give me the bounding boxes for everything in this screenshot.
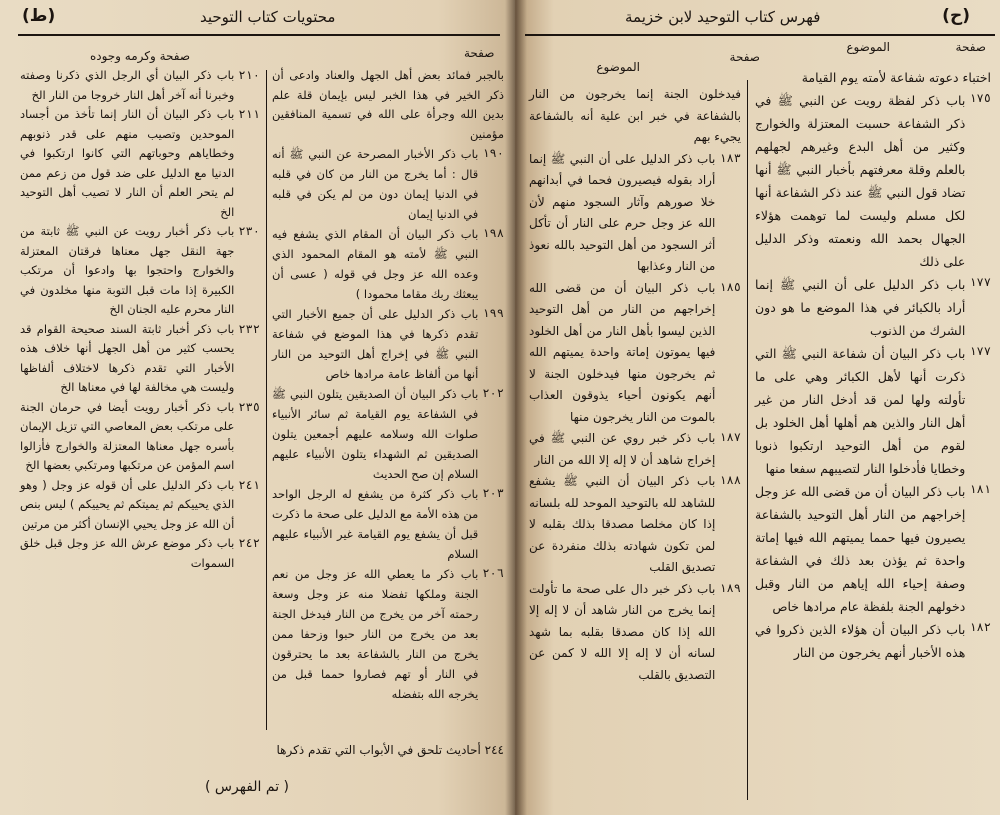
column-left <box>20 46 260 573</box>
entry-page: ١٨٥ <box>719 279 741 294</box>
entry-page: ١٩٨ <box>482 226 504 240</box>
page-header: فهرس كتاب التوحيد لابن خزيمة <box>625 8 821 26</box>
entry-text: باب ذكر الأخبار المصرحة عن النبي ﷺ أنه قال : أما يخرج من النار من كان في قلبه في الدنيا إيمان دون من لم يكن في قلبه في الدنيا إيمان <box>272 147 479 221</box>
page-number: (ط) <box>22 6 56 26</box>
list-item <box>755 89 991 273</box>
list-item <box>529 278 741 429</box>
entry-text: باب ذكر ما يعطي الله عز وجل من نعم الجنة وملكها تفضلا منه عز وجل وسعة رحمته آخر من يخرج من النار فيدخل الجنة بعد من يخرج من النار حبوا وزحفا ممن يخرج من النار بالشفاعة بعد ما يحترقون في النار أو تهم فصاروا حمما قبل من يخرجه الله بتفضله <box>272 567 479 701</box>
entry-text: باب ذكر خبر دال على صحة ما تأولت إنما يخرج من النار شاهد أن لا إله إلا الله إذا كان مصدقا بقلبه بما شهد لسانه أن لا إله إلا الله لا كمن عن التصديق بالقلب <box>529 581 716 682</box>
entry-page: ٢١١ <box>238 107 260 121</box>
entry-page: ١٩٩ <box>482 306 504 320</box>
entry-page: ١٨٨ <box>719 473 741 487</box>
list-item <box>20 476 260 535</box>
list-item <box>755 618 991 664</box>
continuation-text: بالجبر فمائد بعض أهل الجهل والعناد وادعى أن ذكر الخير في هذا الخبر ليس بإيمان قلة علم بدين الله وجرأة على الله في تسمية المنافقين مؤمنين <box>272 68 504 141</box>
entry-page: ٢٣٥ <box>238 399 260 414</box>
entry-text: باب ذكر أخبار ثابتة السند صحيحة القوام قد يحسب كثير من أهل الجهل أنها خلاف هذه الأخبار التي تقدم ذكرها لاختلاف ألفاظها وليست هي مخالفة لها في معناها الخ <box>20 321 235 394</box>
entry-page: ٢٣٠ <box>238 224 260 238</box>
list-item <box>20 105 260 222</box>
column-label: صفحة <box>729 50 760 64</box>
list-item <box>20 398 260 476</box>
entry-page: ٢١٠ <box>238 68 260 82</box>
page-header: محتويات كتاب التوحيد <box>200 8 336 26</box>
entry-page: ١٨١ <box>969 482 991 496</box>
entry-page: ١٨٩ <box>719 580 741 595</box>
list-item <box>755 480 991 618</box>
entry-page: ٢٠٣ <box>482 486 504 500</box>
entry-page: ١٧٥ <box>969 91 991 105</box>
column-label: صفحة <box>464 46 495 60</box>
right-page <box>515 0 1000 815</box>
column-divider <box>266 70 267 730</box>
list-item <box>272 384 504 484</box>
entry-text: باب ذكر البيان أن من قضى الله إخراجهم من النار من أهل التوحيد الذين ليسوا بأهل النار من أهل الخلود فيها يموتون إماتة واحدة يميتهم الله ثم يخرجون منها فيدخلون الجنة لا أنهم يكونون أحياء يذوقون العذاب بالموت من النار يخرجون منها <box>529 280 716 424</box>
list-item <box>20 66 260 105</box>
entry-text: باب ذكر البيان أن شفاعة النبي ﷺ التي ذكرت أنها لأهل الكبائر وهي على ما تأولته ولها لمن قد أدخل النار من غير أهل النار والذين هم أهلها أهل الخلود بل لقوم من أهل التوحيد ارتكبوا ذنوبا وخطايا فأدخلوا النار لتصيبهم سفعا منها <box>755 346 966 476</box>
entry-list <box>20 66 260 573</box>
entry-page: ٢٣٢ <box>238 321 260 336</box>
list-item <box>272 224 504 304</box>
end-of-index: ( تم الفهرس ) <box>205 779 290 795</box>
entry-text: باب ذكر البيان أن المقام الذي يشفع فيه النبي ﷺ لأمته هو المقام المحمود الذي وعده الله عز وجل في قوله ( عسى أن يبعثك ربك مقاما محمودا ) <box>272 227 479 301</box>
entry-page: ١٧٧ <box>969 344 991 358</box>
entry-list <box>272 144 504 704</box>
entry-text: باب ذكر الدليل على أن جميع الأخبار التي تقدم ذكرها في هذا الموضع في شفاعة النبي ﷺ في إخراج أهل التوحيد من النار أنها من ألفاظ عامة مرادها خاص <box>272 307 479 381</box>
list-item <box>529 579 741 687</box>
list-item <box>20 320 260 398</box>
entry-text: باب ذكر خبر روي عن النبي ﷺ في إخراج شاهد أن لا إله إلا الله من النار <box>529 431 716 467</box>
entry-text: باب ذكر البيان أن النار إنما تأخذ من أجساد الموحدين وتصيب منهم على قدر ذنوبهم وخطاياهم وحوباتهم التي كانوا ارتكبوا في الدنيا مع الدليل على ضد قول من زعم ممن لم يتحر العلم أن النار لا تصيب أهل التوحيد الخ <box>20 107 235 219</box>
entry-page: ١٨٢ <box>969 620 991 634</box>
entry-text: باب ذكر الدليل على أن قوله عز وجل ( وهو الذي يحييكم ثم يميتكم ثم يحييكم ) ليس بنص أن الله عز وجل يحيي الإنسان أكثر من مرتين <box>20 477 235 531</box>
column-label: الموضوع <box>596 60 640 74</box>
entry-page: ٢٤١ <box>238 477 260 492</box>
list-item <box>529 149 741 278</box>
entry-page: ٢٠٦ <box>482 566 504 580</box>
entry-page: ٢٤٢ <box>238 536 260 550</box>
header-rule <box>525 34 995 36</box>
entry-text: باب ذكر البيان أن هؤلاء الذين ذكروا في هذه الأخبار أنهم يخرجون من النار <box>755 622 966 660</box>
entry-text: باب ذكر لفظة رويت عن النبي ﷺ في ذكر الشفاعة حسبت المعتزلة والخوارج وكثير من أهل البدع وغيرهم لجهلهم بالعلم وقلة معرفتهم بأخبار النبي ﷺ أنها تضاد قول النبي ﷺ عند ذكر الشفاعة أنها لكل مسلم وليست لما توهمت هؤلاء الجهال بحمد الله ونعمته وذكر الدليل على ذلك <box>755 93 966 269</box>
column-right <box>755 66 991 664</box>
entry-text: باب ذكر البيان أي الرجل الذي ذكرنا وصفته وخبرنا أنه آخر أهل النار خروجا من النار الخ <box>20 68 235 102</box>
entry-text: باب ذكر كثرة من يشفع له الرجل الواحد من هذه الأمة مع الدليل على صحة ما ذكرت قبل أن يشفع يوم القيامة غير الأنبياء عليهم السلام <box>272 487 479 561</box>
entry-text: باب ذكر أخبار رويت عن النبي ﷺ ثابتة من جهة النقل جهل معناها فرقتان المعتزلة والخوارج واحتجوا بها وادعوا أن مرتكب الكبيرة إذا مات قبل التوبة منها مخلدون في النار محرم عليه الجنان الخ <box>20 224 235 316</box>
book-gutter <box>505 0 527 815</box>
page-number: (ح) <box>942 6 970 26</box>
list-item <box>755 342 991 480</box>
list-item <box>755 273 991 342</box>
column-label: صفحة <box>955 40 986 54</box>
list-item <box>272 304 504 384</box>
list-item <box>529 428 741 471</box>
entry-text: باب ذكر الدليل على أن النبي ﷺ إنما أراد بقوله فيصيرون فحما في أبدانهم خلا صورهم وآثار السجود منهم لأن الله عز وجل حرم على النار أن تأكل أثر السجود من أهل التوحيد بالله نعوذ من النار وعذابها <box>529 151 716 273</box>
column-divider <box>747 80 748 800</box>
continuation-text: فيدخلون الجنة إنما يخرجون من النار بالشفاعة في خبر ابن علية أنه بالشفاعة يجيء بهم <box>529 87 741 144</box>
entry-text: باب ذكر البيان أن النبي ﷺ يشفع للشاهد لله بالتوحيد الموحد لله بلسانه إذا كان مخلصا مصدقا بذلك بقلبه لا لمن تكون شهادته بذلك منفردة عن تصديق القلب <box>529 474 716 574</box>
entry-page: ١٧٧ <box>969 275 991 289</box>
list-item <box>272 564 504 704</box>
column-left <box>529 84 741 686</box>
list-item <box>20 534 260 573</box>
list-item <box>272 484 504 564</box>
column-right <box>272 66 504 704</box>
column-heading: صفحة وكرمه وجوده <box>89 49 191 63</box>
footer-line: ٢٤٤ أحاديث تلحق في الأبواب التي تقدم ذكرها <box>276 743 504 757</box>
column-label: الموضوع <box>846 40 890 54</box>
continuation-text: اختباء دعوته شفاعة لأمته يوم القيامة <box>801 70 991 85</box>
entry-text: باب ذكر الدليل على أن النبي ﷺ إنما أراد بالكبائر في هذا الموضع ما هو دون الشرك من الذنوب <box>755 277 966 338</box>
entry-text: باب ذكر البيان أن من قضى الله عز وجل إخراجهم من النار أهل التوحيد بالشفاعة يصيرون فيها حمما يميتهم الله فيها إماتة واحدة ثم يؤذن بعد ذلك في الشفاعة وصفة إحياء الله إياهم من النار وقبل دخولهم الجنة بلفظة عام مرادها خاص <box>755 484 966 614</box>
header-rule <box>18 34 500 36</box>
entry-list <box>529 149 741 687</box>
list-item <box>272 144 504 224</box>
entry-page: ١٨٧ <box>719 430 741 444</box>
entry-text: باب ذكر البيان أن الصديقين يتلون النبي ﷺ في الشفاعة يوم القيامة ثم سائر الأنبياء صلوات الله وسلامه عليهم أجمعين يتلون الصديقين ثم الشهداء يتلون الأنبياء عليهم السلام إن صح الحديث <box>272 387 479 481</box>
entry-page: ١٨٣ <box>719 150 741 165</box>
entry-text: باب ذكر موضع عرش الله عز وجل قبل خلق السموات <box>20 536 235 570</box>
entry-page: ٢٠٢ <box>482 386 504 400</box>
entry-page: ١٩٠ <box>482 146 504 160</box>
list-item <box>529 471 741 579</box>
list-item <box>20 222 260 320</box>
entry-text: باب ذكر أخبار رويت أيضا في حرمان الجنة على مرتكب بعض المعاصي التي تزيل الإيمان بأسره جهل معناها المعتزلة والخوارج فأزالوا اسم المؤمن عن مرتكبها ومرتكبي بعضها الخ <box>20 399 235 472</box>
entry-list <box>755 89 991 664</box>
